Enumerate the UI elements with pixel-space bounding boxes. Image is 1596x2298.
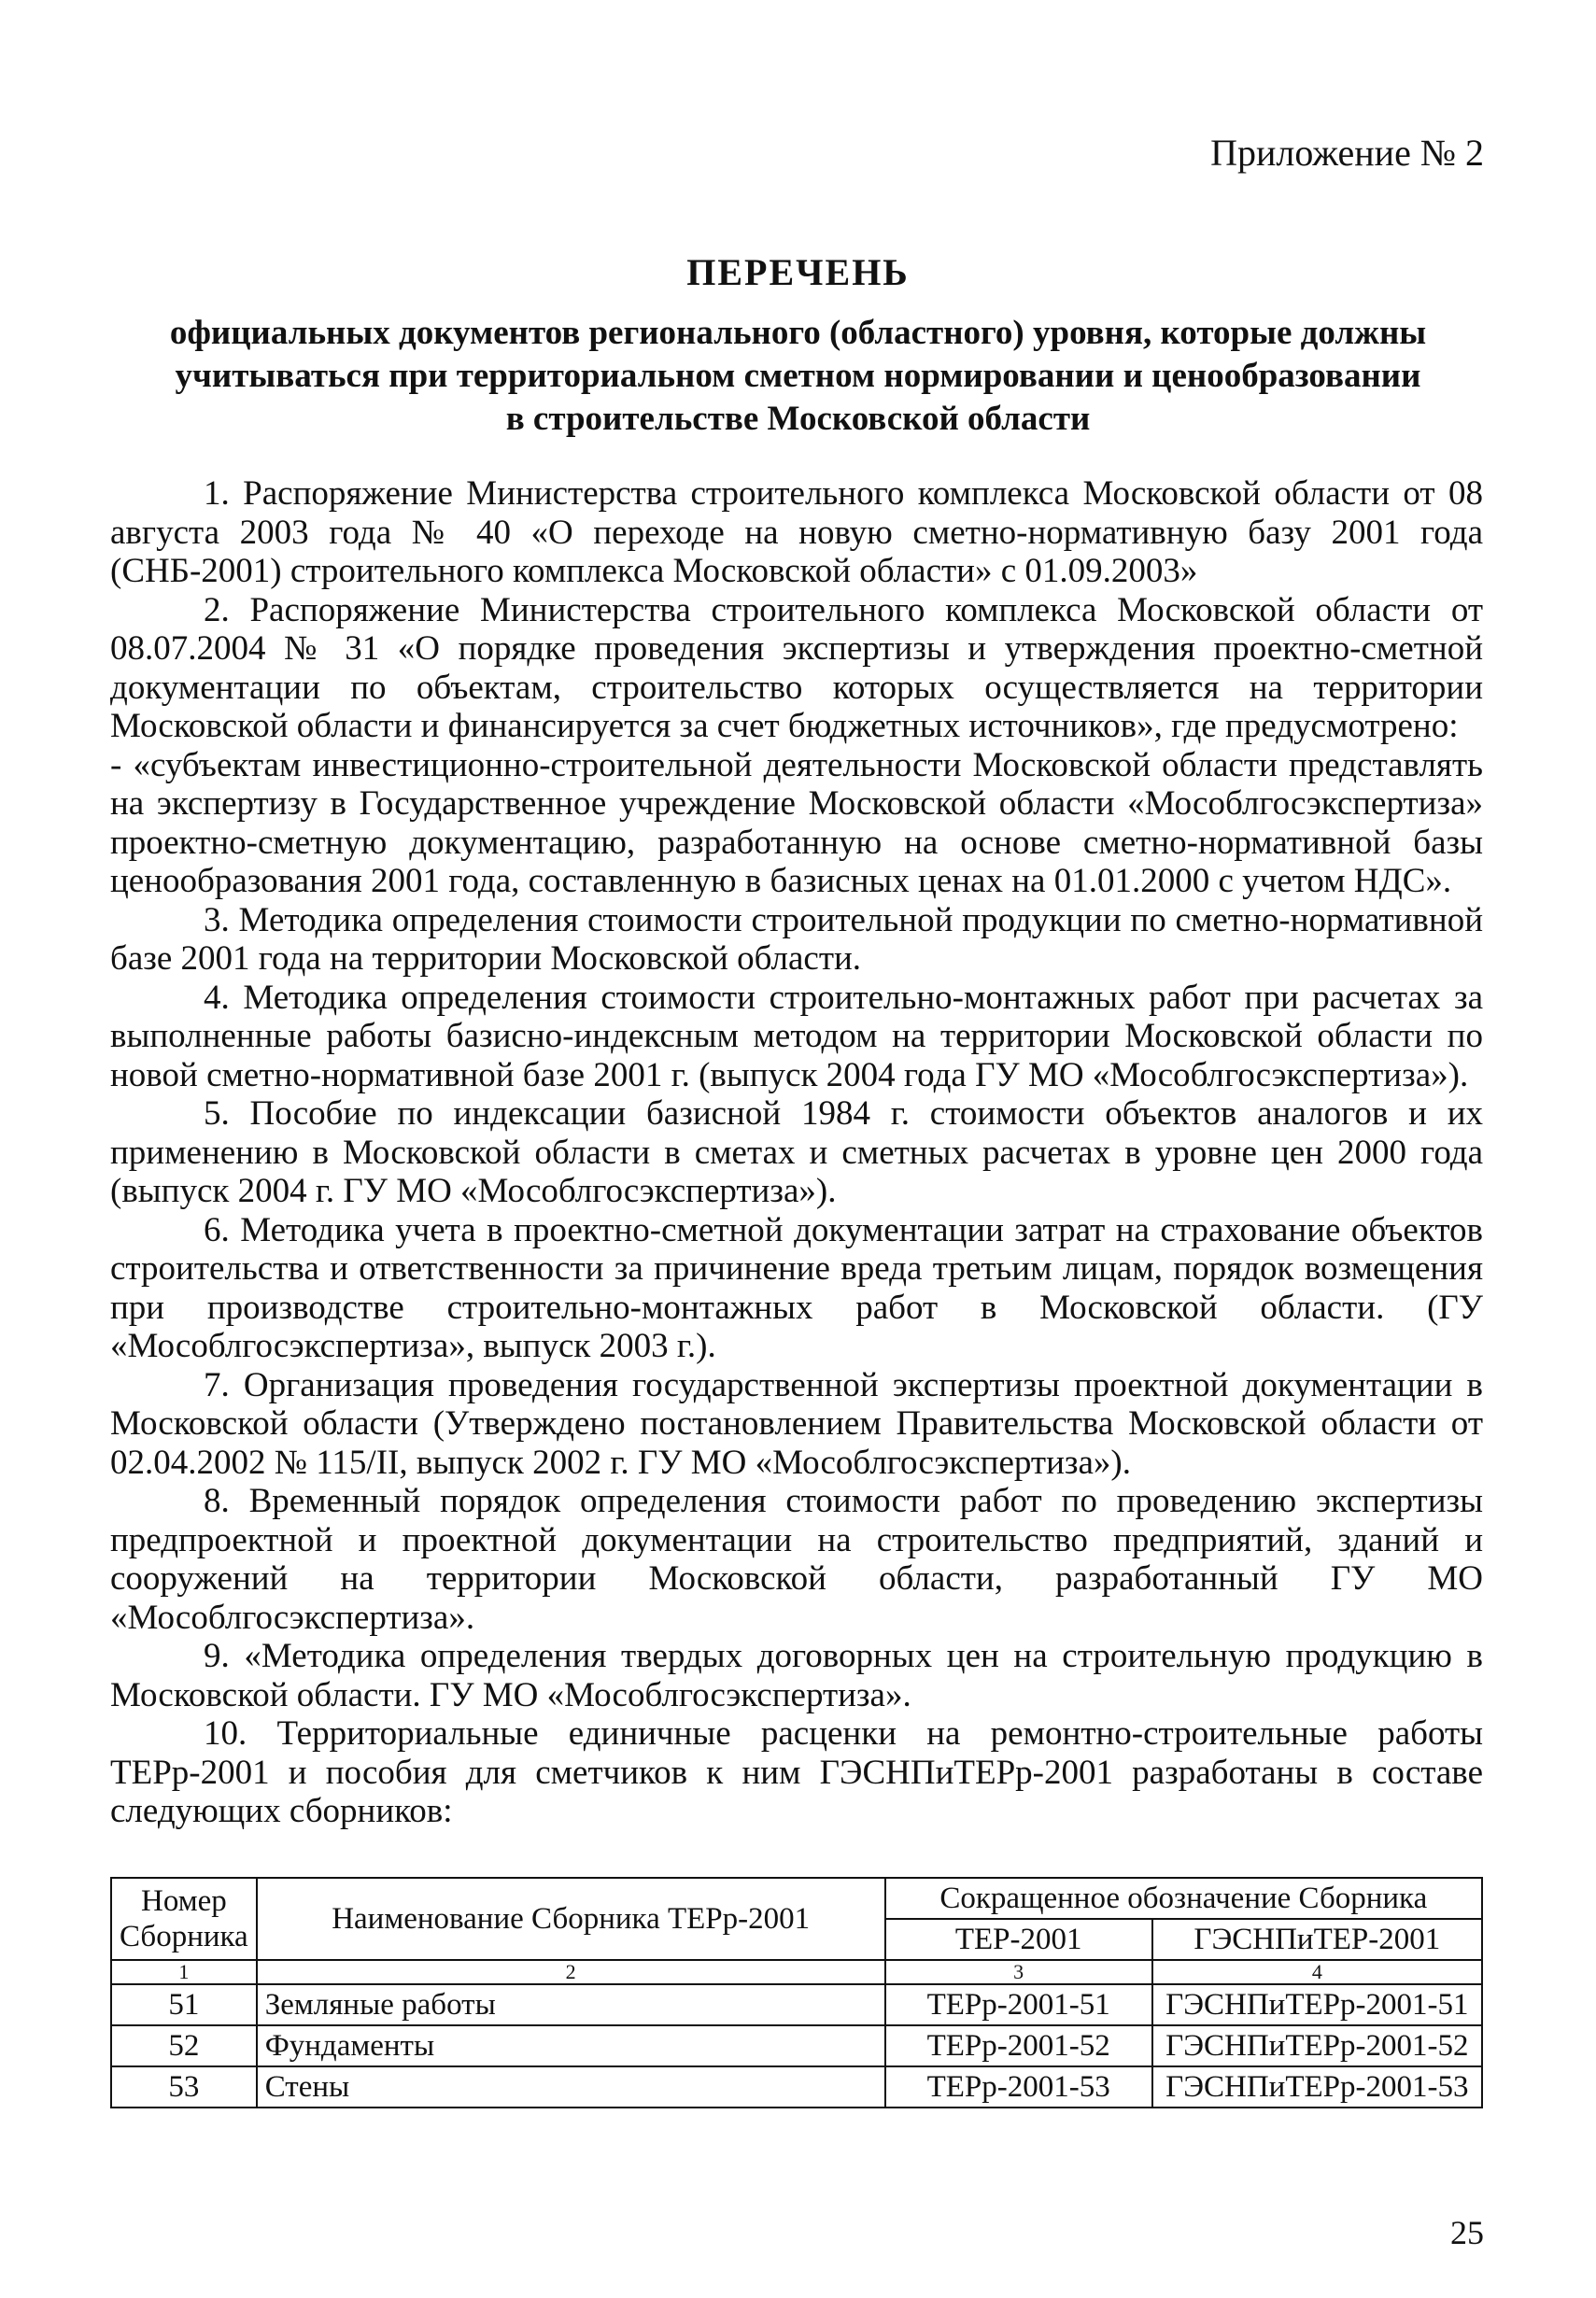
list-item-2-quote: - «субъектам инвестиционно-строительной деятельности Московской области представлять на экспертизу в Государственное учреждение Московской области «Мособлгосэкспертиза» проектно-сметную документацию, разработанную на основе сметно-нормативной базы ценообразования 2001 года, составленную в базисных ценах на 01.01.2000 с учетом НДС». bbox=[110, 745, 1483, 900]
list-item-5: 5. Пособие по индексации базисной 1984 г. стоимости объектов аналогов и их применению в Московской области в сметах и сметных расчетах в уровне цен 2000 года (выпуск 2004 г. ГУ МО «Мособлгосэкспертиза»). bbox=[110, 1094, 1483, 1210]
header-gesn: ГЭСНПиТЕР-2001 bbox=[1152, 1919, 1482, 1960]
row-name: Стены bbox=[257, 2066, 885, 2108]
numbering-cell: 4 bbox=[1152, 1960, 1482, 1984]
list-item-1: 1. Распоряжение Министерства строительного комплекса Московской области от 08 августа 2003 года № 40 «О переходе на новую сметно-нормативную базу 2001 года (СНБ-2001) строительного комплекса Московской области» с 01.09.2003» bbox=[110, 474, 1483, 590]
row-name: Земляные работы bbox=[257, 1984, 885, 2025]
row-ter: ТЕРр-2001-51 bbox=[885, 1984, 1152, 2025]
numbering-cell: 3 bbox=[885, 1960, 1152, 1984]
list-item-9: 9. «Методика определения твердых договорных цен на строительную продукцию в Московской области. ГУ МО «Мособлгосэкспертиза». bbox=[110, 1637, 1483, 1714]
list-item-8: 8. Временный порядок определения стоимости работ по проведению экспертизы предпроектной и проектной документации на строительство предприятий, зданий и сооружений на территории Московской области, разработанный ГУ МО «Мособлгосэкспертиза». bbox=[110, 1482, 1483, 1637]
list-item-6: 6. Методика учета в проектно-сметной документации затрат на страхование объектов строительства и ответственности за причинение вреда третьим лицам, порядок возмещения при производстве строительно-монтажных работ в Московской области. (ГУ «Мособлгосэкспертиза», выпуск 2003 г.). bbox=[110, 1210, 1483, 1365]
table-row bbox=[111, 2066, 1482, 2108]
list-item-10: 10. Территориальные единичные расценки на ремонтно-строительные работы ТЕРр-2001 и пособия для сметчиков к ним ГЭСНПиТЕРр-2001 разработаны в составе следующих сборников: bbox=[110, 1714, 1483, 1830]
numbering-cell: 1 bbox=[111, 1960, 257, 1984]
list-item-3: 3. Методика определения стоимости строительной продукции по сметно-нормативной базе 2001 года на территории Московской области. bbox=[110, 900, 1483, 978]
row-ter: ТЕРр-2001-53 bbox=[885, 2066, 1152, 2108]
page-number: 25 bbox=[1450, 2214, 1484, 2251]
row-number: 53 bbox=[111, 2066, 257, 2108]
row-gesn: ГЭСНПиТЕРр-2001-52 bbox=[1152, 2025, 1482, 2066]
document-title: ПЕРЕЧЕНЬ bbox=[686, 251, 910, 293]
table-row bbox=[111, 1984, 1482, 2025]
numbering-cell: 2 bbox=[257, 1960, 885, 1984]
row-gesn: ГЭСНПиТЕРр-2001-53 bbox=[1152, 2066, 1482, 2108]
row-gesn: ГЭСНПиТЕРр-2001-51 bbox=[1152, 1984, 1482, 2025]
collections-table bbox=[110, 1877, 1483, 2108]
document-body bbox=[110, 474, 1483, 1831]
header-name: Наименование Сборника ТЕРр-2001 bbox=[257, 1878, 885, 1960]
row-ter: ТЕРр-2001-52 bbox=[885, 2025, 1152, 2066]
list-item-7: 7. Организация проведения государственной экспертизы проектной документации в Московской области (Утверждено постановлением Правительства Московской области от 02.04.2002 № 115/II, выпуск 2002 г. ГУ МО «Мособлгосэкспертиза»). bbox=[110, 1365, 1483, 1482]
table-numbering-row bbox=[111, 1960, 1482, 1984]
list-item-4: 4. Методика определения стоимости строительно-монтажных работ при расчетах за выполненные работы базисно-индексным методом на территории Московской области по новой сметно-нормативной базе 2001 г. (выпуск 2004 года ГУ МО «Мособлгосэкспертиза»). bbox=[110, 978, 1483, 1094]
list-item-2: 2. Распоряжение Министерства строительного комплекса Московской области от 08.07.2004 № 31 «О порядке проведения экспертизы и утверждения проектно-сметной документации по объектам, строительство которых осуществляется на территории Московской области и финансируется за счет бюджетных источников», где предусмотрено: bbox=[110, 590, 1483, 745]
row-number: 51 bbox=[111, 1984, 257, 2025]
header-number: Номер Сборника bbox=[111, 1878, 257, 1960]
header-ter: ТЕР-2001 bbox=[885, 1919, 1152, 1960]
header-short: Сокращенное обозначение Сборника bbox=[885, 1878, 1482, 1919]
row-name: Фундаменты bbox=[257, 2025, 885, 2066]
table-header-row bbox=[111, 1878, 1482, 1919]
table-row bbox=[111, 2025, 1482, 2066]
row-number: 52 bbox=[111, 2025, 257, 2066]
document-subtitle: официальных документов регионального (областного) уровня, которые должны учитываться при территориальном сметном нормировании и ценообразовании в строительстве Московской области bbox=[169, 314, 1427, 438]
appendix-label: Приложение № 2 bbox=[1210, 132, 1484, 174]
